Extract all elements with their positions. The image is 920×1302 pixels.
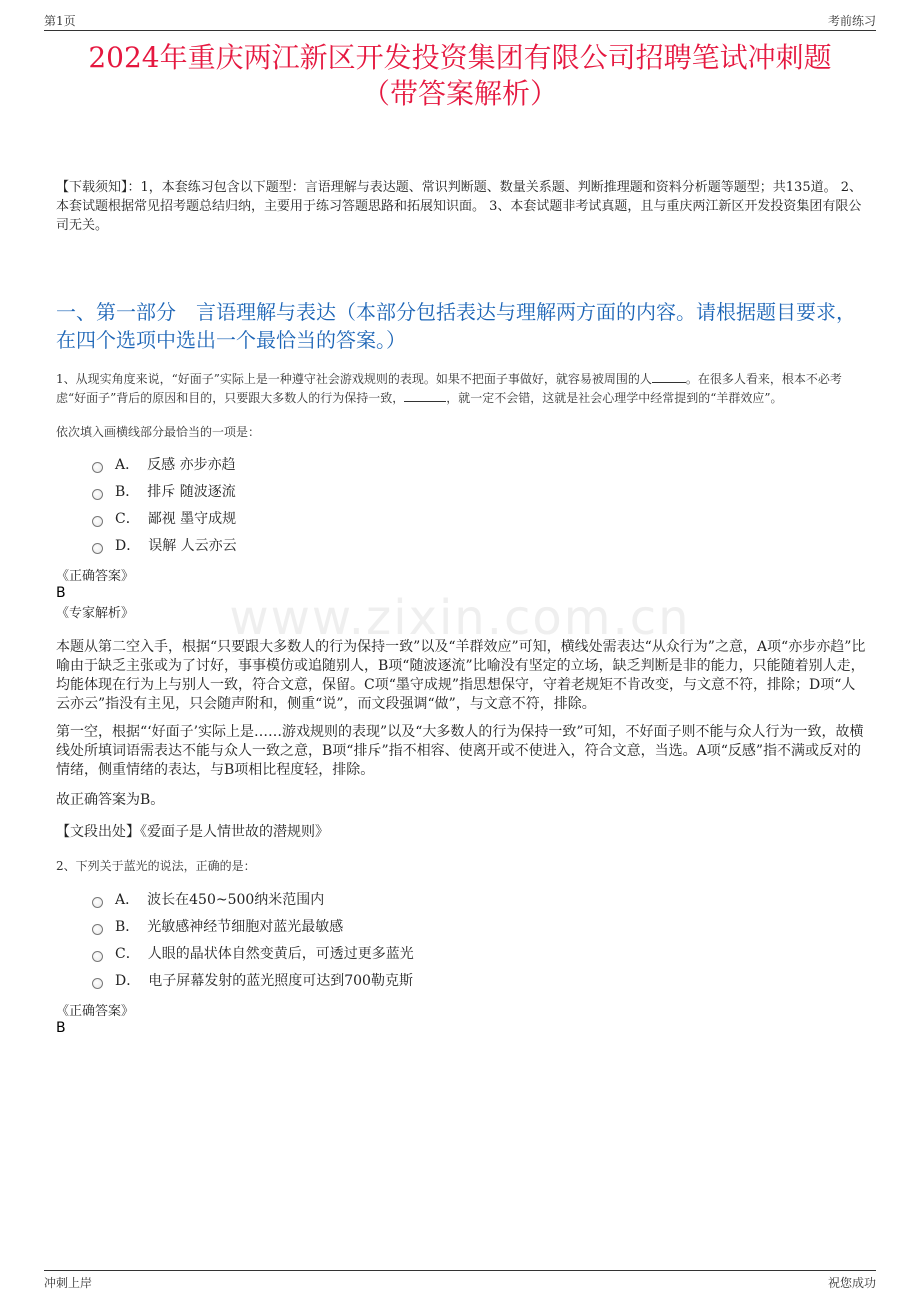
answer-value: B	[56, 585, 66, 601]
option-b[interactable]: B． 光敏感神经节细胞对蓝光最敏感	[92, 914, 414, 941]
option-d[interactable]: D． 电子屏幕发射的蓝光照度可达到700勒克斯	[92, 968, 414, 995]
download-notice: 【下载须知】：1，本套练习包含以下题型：言语理解与表达题、常识判断题、数量关系题、判断推理题和资料分析题等题型；共135道。 2、本套试题根据常见招考题总结归纳，主要用于练习答题思路和拓展知识面。 3、本套试题非考试真题，且与重庆两江新区开发投资集团有限公司无关。	[56, 180, 862, 233]
question-2-options	[92, 887, 414, 995]
answer-label: 《正确答案》	[56, 569, 135, 584]
option-a[interactable]: A． 反感 亦步亦趋	[92, 452, 237, 479]
option-d[interactable]: D． 误解 人云亦云	[92, 533, 237, 560]
option-c[interactable]: C． 人眼的晶状体自然变黄后，可透过更多蓝光	[92, 941, 414, 968]
blank-2	[404, 389, 446, 402]
radio-icon[interactable]	[92, 924, 103, 935]
title-line-1: 2024年重庆两江新区开发投资集团有限公司招聘笔试冲刺题	[88, 41, 832, 74]
section-heading: 一、第一部分 言语理解与表达（本部分包括表达与理解两方面的内容。请根据题目要求，在四个选项中选出一个最恰当的答案。）	[56, 300, 856, 352]
question-1-prompt: 依次填入画横线部分最恰当的一项是：	[56, 425, 261, 439]
radio-icon[interactable]	[92, 897, 103, 908]
analysis-label: 《专家解析》	[56, 606, 135, 621]
option-a[interactable]: A． 波长在450~500纳米范围内	[92, 887, 414, 914]
answer-value: B	[56, 1020, 66, 1036]
radio-icon[interactable]	[92, 489, 103, 500]
radio-icon[interactable]	[92, 951, 103, 962]
option-b[interactable]: B． 排斥 随波逐流	[92, 479, 237, 506]
page-number: 第1页	[44, 14, 76, 28]
page-header	[44, 10, 876, 31]
title-line-2: （带答案解析）	[361, 77, 558, 110]
footer-left-label: 冲刺上岸	[44, 1276, 93, 1290]
footer-right-label: 祝您成功	[827, 1276, 876, 1290]
option-c[interactable]: C． 鄙视 墨守成规	[92, 506, 237, 533]
radio-icon[interactable]	[92, 978, 103, 989]
page-footer	[44, 1270, 876, 1291]
blank-1	[652, 370, 686, 383]
analysis-paragraph-2: 第一空，根据“‘好面子’实际上是……游戏规则的表现”以及“大多数人的行为保持一致”可知，不好面子则不能与众人行为一致，故横线处所填词语需表达不能与众人一致之意，B项“排斥”指不相容、使离开或不使进入，符合文意，当选。A项“反感”指不满或反对的情绪，侧重情绪的表达，与B项相比程度轻，排除。	[56, 724, 864, 778]
answer-label: 《正确答案》	[56, 1004, 135, 1019]
analysis-paragraph-1: 本题从第二空入手，根据“只要跟大多数人的行为保持一致”以及“羊群效应”可知，横线处需表达“从众行为”之意，A项“亦步亦趋”比喻由于缺乏主张或为了讨好，事事模仿或追随别人，B项“随波逐流”比喻没有坚定的立场，缺乏判断是非的能力，只能随着别人走，均能体现在行为上与别人一致，符合文意，保留。C项“墨守成规”指思想保守，守着老规矩不肯改变，与文意不符，排除；D项“人云亦云”指没有主见，只会随声附和，侧重“说”，而文段强调“做”，与文意不符，排除。	[56, 639, 866, 712]
header-right-label: 考前练习	[827, 14, 876, 28]
source-citation: 【文段出处】《爱面子是人情世故的潜规则》	[56, 824, 329, 840]
analysis-conclusion: 故正确答案为B。	[56, 792, 165, 808]
question-2-text: 2、下列关于蓝光的说法，正确的是：	[56, 859, 256, 873]
radio-icon[interactable]	[92, 462, 103, 473]
question-1-text: 1、从现实角度来说，“好面子”实际上是一种遵守社会游戏规则的表现。如果不把面子事做好，就容易被周围的人 。在很多人看来，根本不必考虑“好面子”背后的原因和目的，只要跟大多数人的行为保持一致， ，就一定不会错，这就是社会心理学中经常提到的“羊群效应”。	[56, 372, 842, 405]
document-title	[40, 40, 880, 112]
question-1-options	[92, 452, 237, 560]
radio-icon[interactable]	[92, 516, 103, 527]
watermark: www.zixin.com.cn	[229, 590, 691, 646]
radio-icon[interactable]	[92, 543, 103, 554]
